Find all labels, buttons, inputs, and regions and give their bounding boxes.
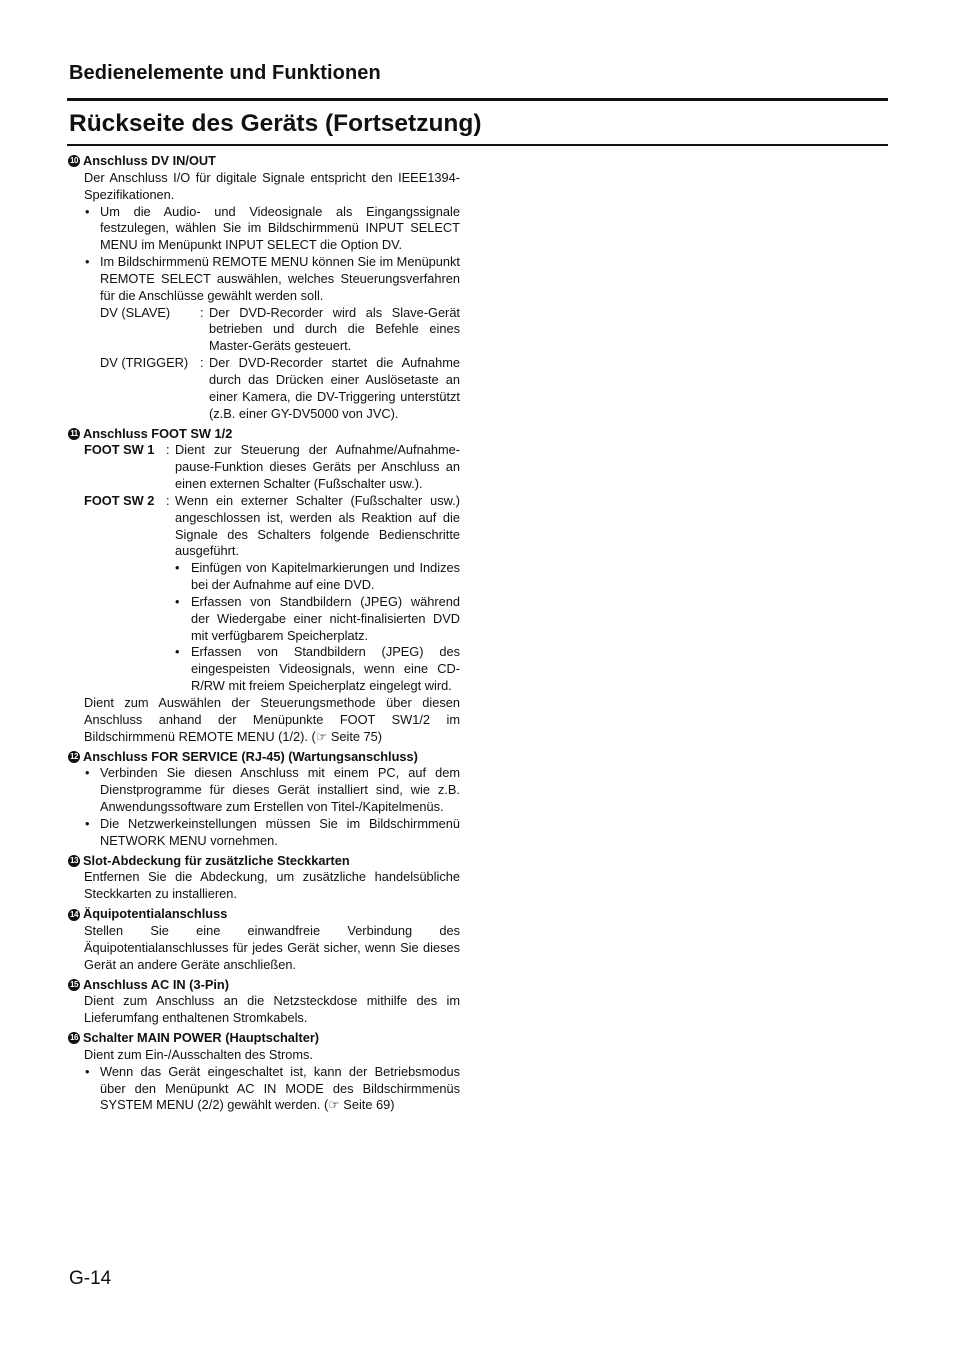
item-slot-cover [68,853,460,904]
sub-bullet-item: • Einfügen von Kapitelmarkierungen und Indizes bei der Aufnahme auf eine DVD. [68,560,460,594]
item-heading [68,977,460,994]
bullet-item: • Wenn das Gerät eingeschaltet ist, kann der Betriebsmodus über den Menüpunkt AC IN MODE des Bildschirmmenüs SYSTEM MENU (2/2) gewählt werden. (☞ Seite 69) [68,1064,460,1115]
section-title: Bedienelemente und Funktionen [69,62,381,84]
bullet-item: • Die Netzwerkeinstellungen müssen Sie im Bildschirmmenü NETWORK MENU vornehmen. [68,816,460,850]
item-title: Slot-Abdeckung für zusätzliche Steckkarten [83,852,350,868]
item-number-badge: 10 [68,155,80,167]
definition-row [68,493,460,560]
item-number-badge: 13 [68,855,80,867]
bullet-item: • Um die Audio- und Videosignale als Eingangssignale festzulegen, wählen Sie im Bildschirmmenü INPUT SELECT MENU im Menüpunkt INPUT SELECT die Option DV. [68,204,460,255]
title-rule [67,144,888,146]
item-text: Dient zum Anschluss an die Netzsteckdose mithilfe des im Lieferumfang enthaltenen Stromkabels. [84,993,460,1026]
item-title: Anschluss FOOT SW 1/2 [83,425,233,441]
item-text: Stellen Sie eine einwandfreie Verbindung des Äquipotentialanschlusses für jedes Gerät sicher, wenn Sie dieses Gerät an andere Geräte anschließen. [84,922,460,972]
definition-term: DV (SLAVE) [100,304,171,320]
definition-colon: : [166,492,170,508]
item-number-badge: 11 [68,428,80,440]
content-column [68,153,460,1117]
item-title: Anschluss DV IN/OUT [83,153,216,168]
item-dv-in-out [68,153,460,423]
definition-colon: : [200,355,204,371]
item-for-service [68,749,460,850]
item-heading [68,906,460,923]
definition-text: Dient zur Steuerung der Aufnahme/Aufnahme-pause-Funktion dieses Geräts per Anschluss an einen externen Schalter (Fußschalter usw.). [175,442,460,492]
page-title: Rückseite des Geräts (Fortsetzung) [69,110,482,137]
definition-text: Der DVD-Recorder wird als Slave-Gerät betrieben und durch die Befehle eines Master-Geräts gesteuert. [209,304,460,354]
item-title: Anschluss FOR SERVICE (RJ-45) (Wartungsanschluss) [83,748,418,764]
item-number-badge: 12 [68,751,80,763]
definition-term: DV (TRIGGER) [100,355,189,371]
item-heading [68,1030,460,1047]
definition-row [68,442,460,493]
item-heading [68,426,460,443]
item-number-badge: 16 [68,1032,80,1044]
item-heading [68,749,460,766]
item-heading [68,853,460,870]
item-heading [68,153,460,170]
item-text: Dient zum Auswählen der Steuerungsmethode über diesen Anschluss anhand der Menüpunkte FOOT SW1/2 im Bildschirmmenü REMOTE MENU (1/2). (☞ Seite 75) [84,695,460,744]
definition-term: FOOT SW 1 [84,442,155,458]
sub-bullet-item: • Erfassen von Standbildern (JPEG) während der Wiedergabe einer nicht-finalisierten DVD mit verfügbarem Speicherplatz. [68,594,460,645]
definition-text: Der DVD-Recorder startet die Aufnahme durch das Drücken einer Auslösetaste an einer Kamera, die DV-Triggering unterstützt (z.B. einer GY-DV5000 von JVC). [209,355,460,421]
sub-bullet-item: • Erfassen von Standbildern (JPEG) des eingespeisten Videosignals, wenn eine CD-R/RW mit freiem Speicherplatz eingelegt wird. [68,644,460,695]
item-title: Schalter MAIN POWER (Hauptschalter) [83,1030,320,1046]
definition-term: FOOT SW 2 [84,492,155,508]
definition-text: Wenn ein externer Schalter (Fußschalter usw.) angeschlossen ist, werden als Reaktion auf die Signale des Schalters folgende Bedienschritte ausgeführt. [175,492,460,559]
item-text: Dient zum Ein-/Ausschalten des Stroms. [84,1046,314,1062]
item-ac-in [68,977,460,1028]
item-foot-sw [68,426,460,746]
item-number-badge: 14 [68,909,80,921]
bullet-item: • Im Bildschirmmenü REMOTE MENU können Sie im Menüpunkt REMOTE SELECT auswählen, welches Steuerungsverfahren für die Anschlüsse gewählt werden soll. [68,254,460,305]
item-main-power [68,1030,460,1114]
item-number-badge: 15 [68,979,80,991]
definition-colon: : [200,304,204,320]
definition-row [68,305,460,356]
item-title: Äquipotentialanschluss [83,906,228,922]
definition-colon: : [166,442,170,458]
item-text: Der Anschluss I/O für digitale Signale entspricht den IEEE1394-Spezifikationen. [84,169,460,202]
header-rule [67,98,888,101]
item-title: Anschluss AC IN (3-Pin) [83,976,229,992]
page-number: G-14 [69,1268,112,1289]
bullet-item: • Verbinden Sie diesen Anschluss mit einem PC, auf dem Dienstprogramme für dieses Gerät installiert sind, wie z.B. Anwendungssoftware zum Erstellen von Titel-/Kapitelmenüs. [68,765,460,816]
item-text: Entfernen Sie die Abdeckung, um zusätzliche handelsübliche Steckkarten zu installieren. [84,869,460,902]
item-equipotential [68,906,460,973]
definition-row [68,355,460,422]
